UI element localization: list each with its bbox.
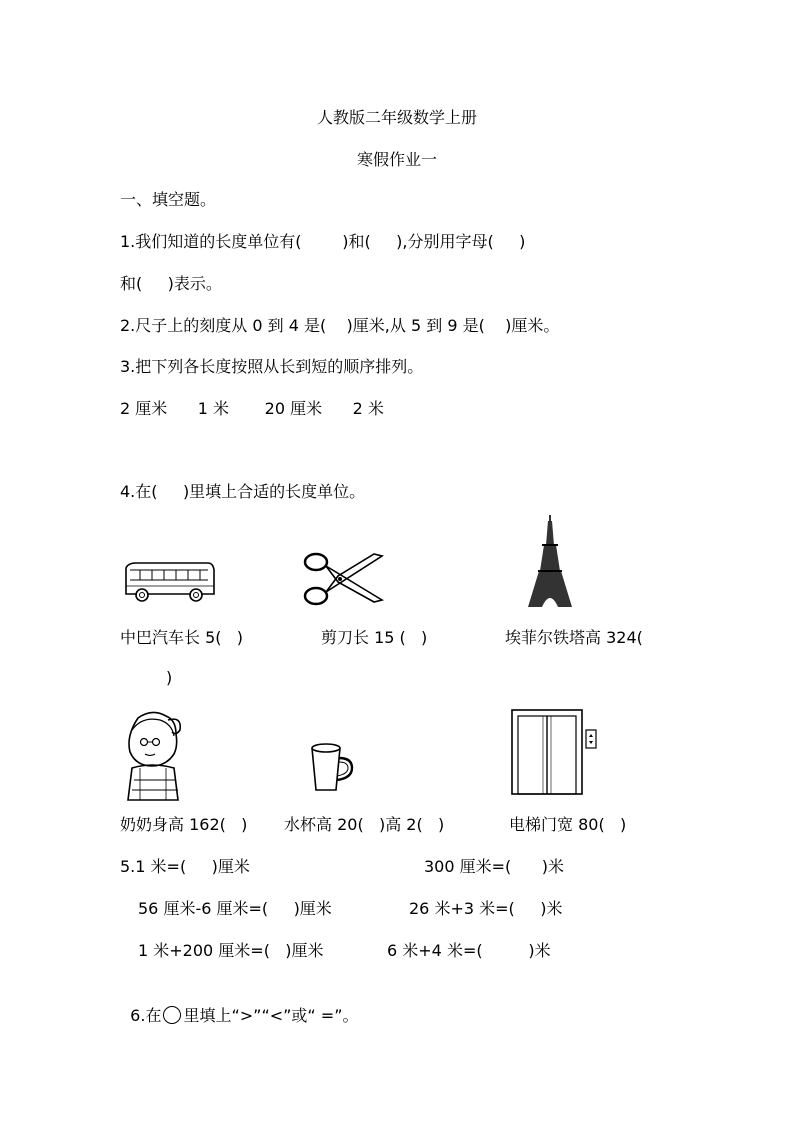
question-5-row-3a: 1 米+200 厘米=( )厘米 xyxy=(138,941,324,960)
grandma-height-question: 奶奶身高 162( ) xyxy=(120,815,248,834)
question-3-line-2: 2 厘米 1 米 20 厘米 2 米 xyxy=(120,399,384,418)
cup-height-question: 水杯高 20( )高 2( ) xyxy=(284,815,445,834)
question-5-row-1b: 300 厘米=( )米 xyxy=(424,857,565,876)
bus-length-question: 中巴汽车长 5( ) xyxy=(120,628,244,647)
section-heading: 一、填空题。 xyxy=(120,190,217,209)
question-2: 2.尺子上的刻度从 0 到 4 是( )厘米,从 5 到 9 是( )厘米。 xyxy=(120,316,560,335)
grandma-icon xyxy=(118,706,190,802)
circle-icon xyxy=(163,1006,181,1024)
question-5-row-2b: 26 米+3 米=( )米 xyxy=(409,899,563,918)
elevator-icon xyxy=(510,708,600,796)
question-5-row-3b: 6 米+4 米=( )米 xyxy=(387,941,551,960)
bus-icon xyxy=(122,560,216,604)
eiffel-tower-icon xyxy=(526,515,574,607)
question-6-suffix: 里填上“>”“<”或“ =”。 xyxy=(183,1006,359,1025)
page-subtitle: 寒假作业一 xyxy=(356,150,437,169)
question-6-prefix: 6.在 xyxy=(130,1006,162,1025)
question-4-label: 4.在( )里填上合适的长度单位。 xyxy=(120,482,366,501)
question-3-line-1: 3.把下列各长度按照从长到短的顺序排列。 xyxy=(120,357,424,376)
scissors-length-question: 剪刀长 15 ( ) xyxy=(321,628,428,647)
page-title: 人教版二年级数学上册 xyxy=(316,108,477,127)
tower-height-question: 埃菲尔铁塔高 324( xyxy=(505,628,643,647)
elevator-width-question: 电梯门宽 80( ) xyxy=(509,815,627,834)
cup-icon xyxy=(308,742,356,794)
question-1-line-2: 和( )表示。 xyxy=(120,274,222,293)
tower-height-close: ) xyxy=(166,668,173,687)
question-1-line-1: 1.我们知道的长度单位有( )和( ),分别用字母( ) xyxy=(120,232,526,251)
scissors-icon xyxy=(302,550,384,608)
question-6 xyxy=(120,986,359,1026)
question-5-row-1a: 5.1 米=( )厘米 xyxy=(120,857,250,876)
question-5-row-2a: 56 厘米-6 厘米=( )厘米 xyxy=(138,899,332,918)
